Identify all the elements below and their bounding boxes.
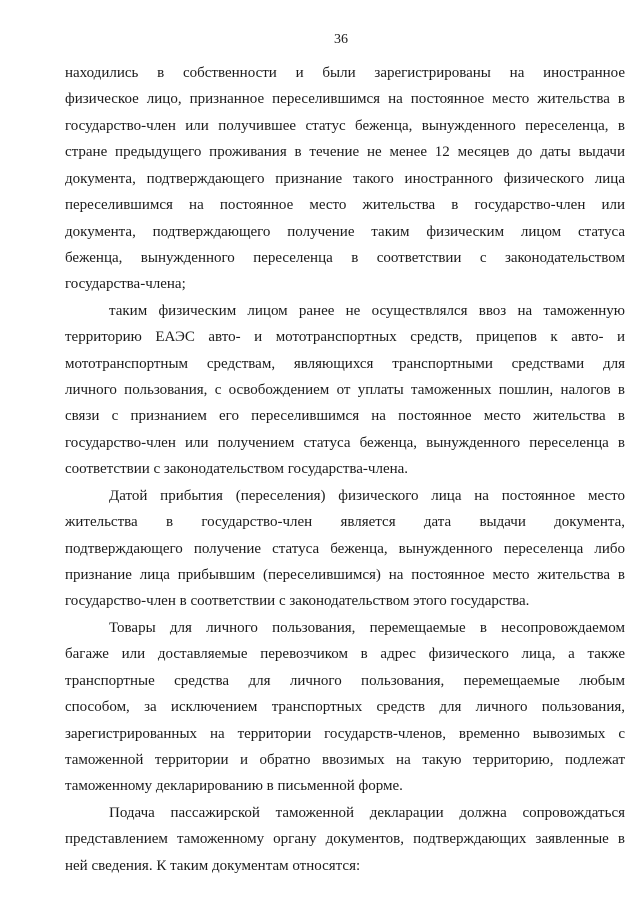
text-line: мототранспортным средствам, являющихся транспортными средствами для [65,355,625,372]
paragraph [65,298,625,483]
text-line: признание лица прибывшим (переселившимся) на постоянное место жительства в [65,567,625,584]
text-line: представлением таможенному органу документов, подтверждающих заявленные в [65,831,625,848]
text-line: государство-член или получившее статус беженца, вынужденного переселенца, в [65,117,625,134]
text-line: государство-член в соответствии с законодательством этого государства. [65,593,530,610]
text-line: личного пользования, с освобождением от уплаты таможенных пошлин, налогов в [65,382,625,399]
text-line: связи с признанием его переселившимся на постоянное место жительства в [65,408,625,425]
text-line: зарегистрированных на территории государств-членов, временно вывозимых с [65,725,625,742]
text-line: способом, за исключением транспортных средств для личного пользования, [65,699,625,716]
text-line: документа, подтверждающего получение таким физическим лицом статуса [65,223,625,240]
paragraph [65,615,625,800]
text-line: багаже или доставляемые перевозчиком в адрес физического лица, а также [65,646,625,663]
text-line: Датой прибытия (переселения) физического лица на постоянное место [109,487,625,504]
text-line: ней сведения. К таким документам относятся: [65,857,361,874]
text-line: физическое лицо, признанное переселившимся на постоянное место жительства в [65,91,625,108]
paragraph [65,483,625,615]
text-line: находились в собственности и были зарегистрированы на иностранное [65,65,625,81]
text-line: территорию ЕАЭС авто- и мототранспортных средств, прицепов к авто- и [65,329,625,346]
text-line: стране предыдущего проживания в течение не менее 12 месяцев до даты выдачи [65,144,625,161]
page-number: 36 [334,32,348,47]
paragraph [65,60,625,298]
text-line: документа, подтверждающего признание такого иностранного физического лица [65,170,625,187]
text-line: переселившимся на постоянное место жительства в государство-член или [65,197,625,214]
text-line: беженца, вынужденного переселенца в соответствии с законодательством [65,249,625,266]
text-line: транспортные средства для личного пользования, перемещаемые любым [65,672,625,689]
text-line: жительства в государство-член является дата выдачи документа, [65,514,625,531]
document-body [65,60,625,879]
paragraph [65,800,625,879]
text-line: таким физическим лицом ранее не осуществлялся ввоз на таможенную [109,302,625,319]
text-line: таможенной территории и обратно ввозимых на такую территорию, подлежат [65,751,625,768]
text-line: государство-член или получением статуса беженца, вынужденного переселенца в [65,434,625,451]
text-line: соответствии с законодательством государства-члена. [65,461,409,478]
text-line: Товары для личного пользования, перемещаемые в несопровождаемом [109,619,625,636]
text-line: Подача пассажирской таможенной декларации должна сопровождаться [109,804,625,821]
text-line: таможенному декларированию в письменной форме. [65,778,403,795]
text-line: подтверждающего получение статуса беженца, вынужденного переселенца либо [65,540,625,557]
text-line: государства-члена; [65,276,186,293]
